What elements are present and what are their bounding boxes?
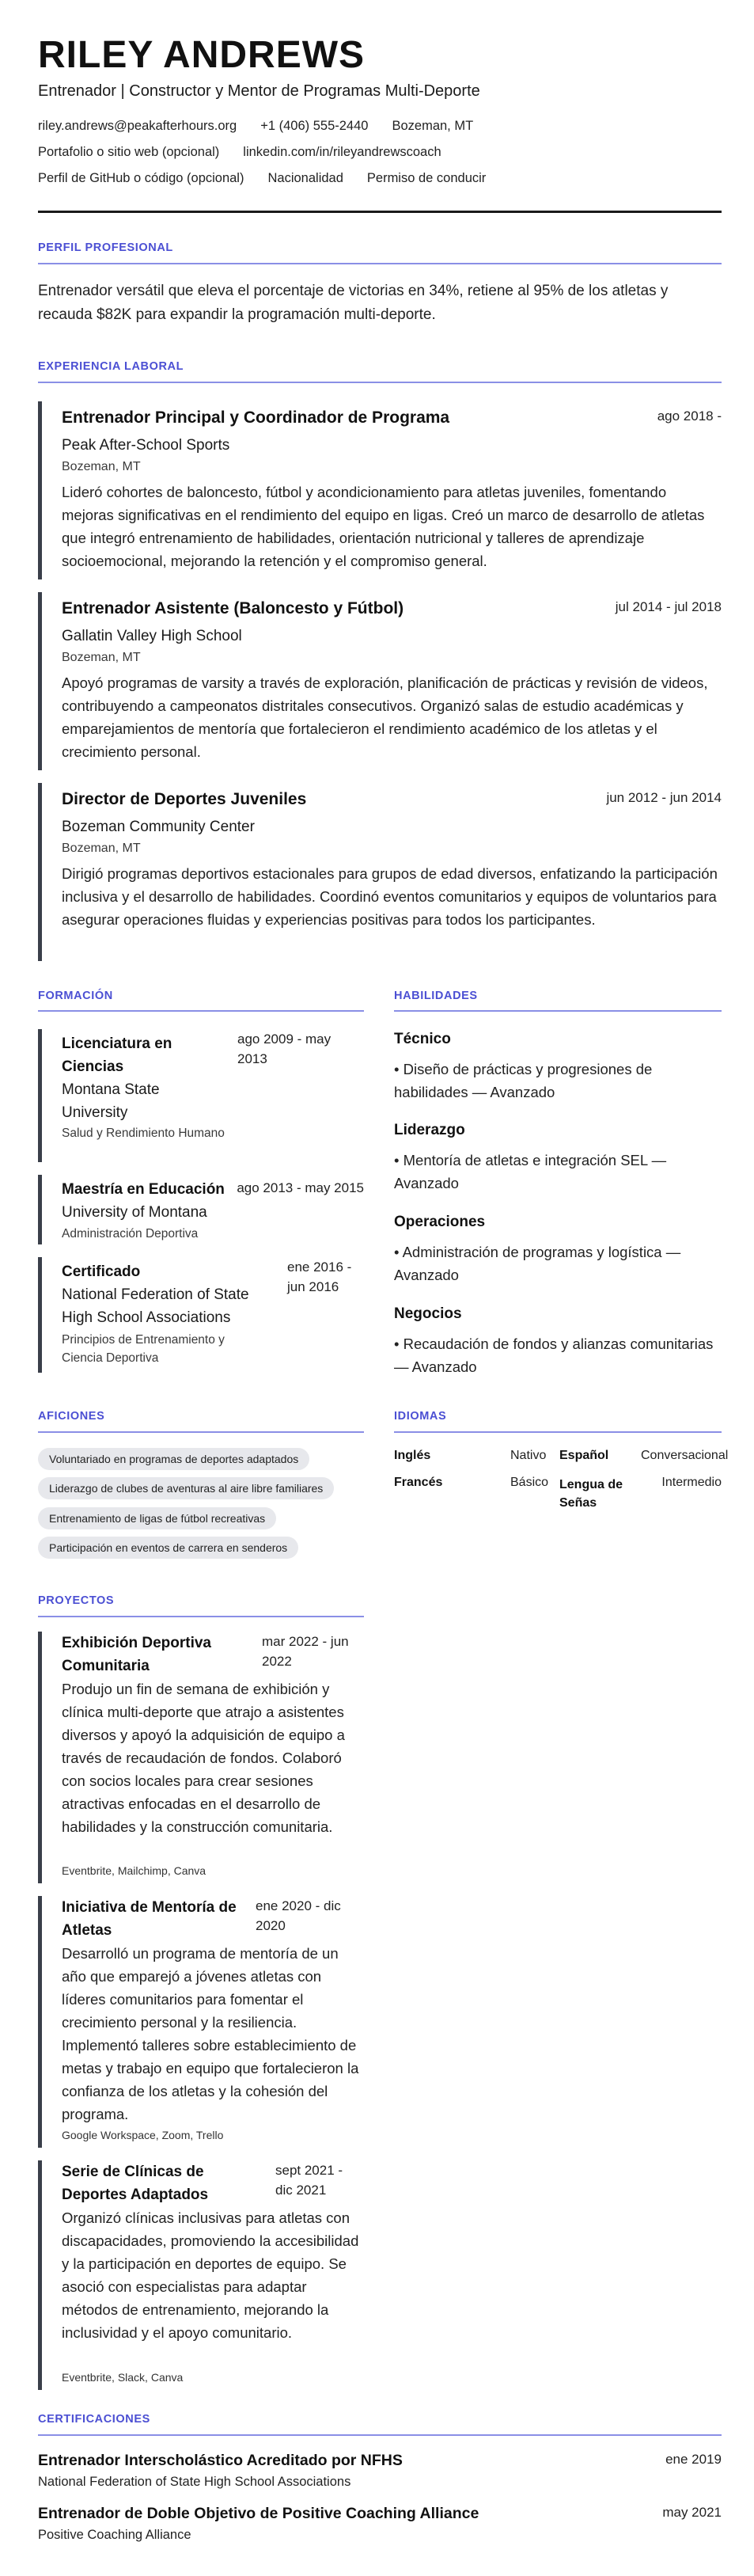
project-tools: Google Workspace, Zoom, Trello xyxy=(62,2129,224,2141)
header-divider xyxy=(38,211,722,213)
profile-rule xyxy=(38,263,722,264)
experience-rule xyxy=(38,382,722,383)
skill-item: • Administración de programas y logística — Avanzado xyxy=(394,1244,681,1283)
degree-title: Certificado xyxy=(62,1263,141,1280)
language-name: Francés xyxy=(394,1476,443,1489)
education-rule xyxy=(38,1010,364,1012)
experience-heading: EXPERIENCIA LABORAL xyxy=(38,360,184,373)
contact-row-2 xyxy=(38,145,441,160)
projects-rule xyxy=(38,1616,364,1617)
language-level: Nativo xyxy=(510,1449,547,1462)
language-name: Lengua de Señas xyxy=(559,1478,623,1510)
project-tools: Eventbrite, Slack, Canva xyxy=(62,2371,184,2384)
skills-heading: HABILIDADES xyxy=(394,990,478,1002)
experience-entry xyxy=(38,592,722,770)
job-employer: Gallatin Valley High School xyxy=(62,628,242,644)
job-employer: Peak After-School Sports xyxy=(62,437,230,454)
project-dates: sept 2021 - dic 2021 xyxy=(275,2163,343,2198)
project-description: Organizó clínicas inclusivas para atletas con discapacidades, promoviendo la accesibilidad y la participación en deportes de equipo. Se asoció con especialistas para adaptar métodos de entrenamiento, mejorando la inclusividad y el apoyo comunitario. xyxy=(62,2209,359,2341)
experience-entry xyxy=(38,783,722,961)
project-entry xyxy=(38,2160,364,2390)
job-title: Entrenador Principal y Coordinador de Programa xyxy=(62,408,450,427)
school-name: Montana State University xyxy=(62,1081,160,1121)
skill-item: • Mentoría de atletas e integración SEL — Avanzado xyxy=(394,1152,667,1191)
job-location: Bozeman, MT xyxy=(62,651,141,664)
portfolio-text: Portafolio o sitio web (opcional) xyxy=(38,145,220,159)
language-level: Conversacional xyxy=(641,1449,729,1462)
skill-group-name: Técnico xyxy=(394,1031,451,1047)
experience-entry xyxy=(38,401,722,579)
job-location: Bozeman, MT xyxy=(62,460,141,473)
projects-heading: PROYECTOS xyxy=(38,1594,115,1607)
degree-field: Administración Deportiva xyxy=(62,1227,199,1241)
project-dates: mar 2022 - jun 2022 xyxy=(262,1634,349,1669)
language-level: Básico xyxy=(510,1476,549,1489)
job-description: Lideró cohortes de baloncesto, fútbol y acondicionamiento para atletas juveniles, fomentando mejoras significativas en el rendimiento del equipo en ligas. Creó un marco de desarrollo de atletas que integró entrenamiento de habilidades, orientación nutricional y talleres de aprendizaje socioemocional, mejorando la retención y el compromiso general. xyxy=(62,484,705,569)
location-text: Bozeman, MT xyxy=(392,119,474,133)
certification-date: may 2021 xyxy=(662,2505,722,2520)
job-dates: ago 2018 - xyxy=(657,408,722,424)
license-text: Permiso de conducir xyxy=(366,171,487,185)
certification-issuer: National Federation of State High School Associations xyxy=(38,2475,351,2489)
skills-rule xyxy=(394,1010,722,1012)
linkedin-text: linkedin.com/in/rileyandrewscoach xyxy=(243,145,441,159)
languages-rule xyxy=(394,1431,722,1433)
education-entry xyxy=(38,1175,364,1244)
certification-date: ene 2019 xyxy=(665,2452,722,2467)
candidate-title: Entrenador | Constructor y Mentor de Programas Multi-Deporte xyxy=(38,82,480,100)
project-title: Serie de Clínicas de Deportes Adaptados xyxy=(62,2164,209,2203)
school-name: University of Montana xyxy=(62,1204,207,1221)
education-heading: FORMACIÓN xyxy=(38,990,113,1002)
certifications-heading: CERTIFICACIONES xyxy=(38,2413,150,2426)
job-dates: jul 2014 - jul 2018 xyxy=(615,599,722,614)
skill-item: • Recaudación de fondos y alianzas comunitarias — Avanzado xyxy=(394,1335,714,1375)
hobbies-rule xyxy=(38,1431,364,1433)
project-title: Exhibición Deportiva Comunitaria xyxy=(62,1635,211,1674)
language-name: Español xyxy=(559,1449,609,1462)
profile-heading: PERFIL PROFESIONAL xyxy=(38,241,173,254)
job-location: Bozeman, MT xyxy=(62,842,141,855)
degree-field: Principios de Entrenamiento y Ciencia Deportiva xyxy=(62,1333,225,1365)
email-text: riley.andrews@peakafterhours.org xyxy=(38,119,237,133)
project-dates: ene 2020 - dic 2020 xyxy=(256,1898,341,1933)
degree-dates: ago 2009 - may 2013 xyxy=(237,1032,332,1066)
job-title: Director de Deportes Juveniles xyxy=(62,790,307,808)
education-entry xyxy=(38,1029,364,1162)
hobby-chip: Participación en eventos de carrera en senderos xyxy=(38,1537,298,1559)
job-employer: Bozeman Community Center xyxy=(62,819,255,835)
language-level: Intermedio xyxy=(661,1476,722,1489)
skill-group-name: Operaciones xyxy=(394,1214,486,1230)
hobbies-heading: AFICIONES xyxy=(38,1410,105,1423)
degree-dates: ene 2016 - jun 2016 xyxy=(287,1260,352,1294)
degree-field: Salud y Rendimiento Humano xyxy=(62,1127,225,1140)
github-text: Perfil de GitHub o código (opcional) xyxy=(38,171,244,185)
job-description: Apoyó programas de varsity a través de exploración, planificación de prácticas y revisión de videos, contribuyendo a campeonatos distritales consecutivos. Organizó salas de estudio académicas y emparejamientos de mentoría que fortalecieron el rendimiento académico de los atletas y el crecimiento personal. xyxy=(62,674,708,760)
skill-item: • Diseño de prácticas y progresiones de habilidades — Avanzado xyxy=(394,1061,653,1100)
skill-group-name: Negocios xyxy=(394,1305,462,1322)
skill-group-name: Liderazgo xyxy=(394,1122,465,1138)
certification-issuer: Positive Coaching Alliance xyxy=(38,2528,191,2542)
school-name: National Federation of State High School Associations xyxy=(62,1286,249,1326)
languages-heading: IDIOMAS xyxy=(394,1410,447,1423)
profile-summary: Entrenador versátil que eleva el porcentaje de victorias en 34%, retiene al 95% de los atletas y recauda $82K para expandir la programación multi-deporte. xyxy=(38,283,669,323)
candidate-name: RILEY ANDREWS xyxy=(38,34,366,76)
hobby-chip: Voluntariado en programas de deportes adaptados xyxy=(38,1448,309,1470)
degree-dates: ago 2013 - may 2015 xyxy=(237,1180,364,1195)
education-entry xyxy=(38,1257,364,1373)
degree-title: Licenciatura en Ciencias xyxy=(62,1035,172,1075)
project-tools: Eventbrite, Mailchimp, Canva xyxy=(62,1864,206,1877)
contact-row-1 xyxy=(38,119,473,134)
contact-row-3 xyxy=(38,171,486,186)
certification-title: Entrenador Interscholástico Acreditado por NFHS xyxy=(38,2452,403,2469)
hobby-chip: Entrenamiento de ligas de fútbol recreativas xyxy=(38,1507,276,1529)
phone-text: +1 (406) 555-2440 xyxy=(260,119,369,133)
language-name: Inglés xyxy=(394,1449,431,1462)
certification-title: Entrenador de Doble Objetivo de Positive Coaching Alliance xyxy=(38,2505,479,2522)
project-entry xyxy=(38,1632,364,1883)
certifications-rule xyxy=(38,2434,722,2436)
nationality-text: Nacionalidad xyxy=(267,171,343,185)
hobby-chip: Liderazgo de clubes de aventuras al aire libre familiares xyxy=(38,1477,334,1499)
job-dates: jun 2012 - jun 2014 xyxy=(606,790,722,805)
project-description: Desarrolló un programa de mentoría de un año que emparejó a jóvenes atletas con líderes comunitarios para fomentar el crecimiento personal y la resiliencia. Implementó talleres sobre establecimiento de metas y trabajo en equipo que fortalecieron la confianza de los atletas y la cohesión del programa. xyxy=(62,1945,359,2122)
project-description: Produjo un fin de semana de exhibición y clínica multi-deporte que atrajo a asistentes diversos y apoyó la adquisición de equipo a través de recaudación de fondos. Colaboró con socios locales para crear sesiones atractivas enfocadas en el desarrollo de habilidades y la construcción comunitaria. xyxy=(62,1681,345,1835)
project-entry xyxy=(38,1896,364,2148)
project-title: Iniciativa de Mentoría de Atletas xyxy=(62,1899,237,1939)
job-title: Entrenador Asistente (Baloncesto y Fútbol) xyxy=(62,599,404,617)
degree-title: Maestría en Educación xyxy=(62,1181,225,1198)
job-description: Dirigió programas deportivos estacionales para grupos de edad diversos, enfatizando la participación inclusiva y el desarrollo de habilidades. Coordinó eventos comunitarios y equipos de voluntarios para asegurar operaciones fluidas y experiencias positivas para todos los participantes. xyxy=(62,865,718,928)
